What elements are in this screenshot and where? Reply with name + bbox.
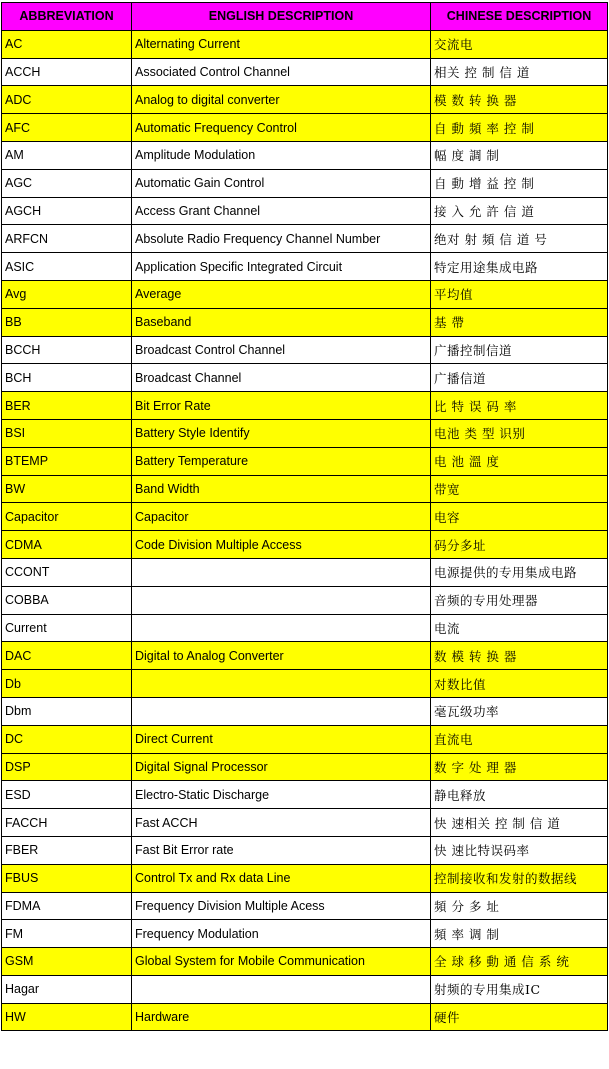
chinese-description-cell: 电池 类 型 识别 <box>431 419 608 447</box>
chinese-description-cell: 快 速比特误码率 <box>431 836 608 864</box>
table-row <box>2 447 608 475</box>
abbreviation-cell: BTEMP <box>2 447 132 475</box>
abbreviation-cell: AFC <box>2 114 132 142</box>
english-description-cell: Automatic Frequency Control <box>132 114 431 142</box>
chinese-description-cell: 控制接收和发射的数据线 <box>431 864 608 892</box>
chinese-description-cell: 硬件 <box>431 1003 608 1031</box>
english-description-cell <box>132 670 431 698</box>
english-description-cell: Access Grant Channel <box>132 197 431 225</box>
abbreviation-cell: Capacitor <box>2 503 132 531</box>
abbreviation-cell: AM <box>2 141 132 169</box>
table-row <box>2 725 608 753</box>
table-row <box>2 836 608 864</box>
table-row <box>2 419 608 447</box>
chinese-description-cell: 基 帶 <box>431 308 608 336</box>
abbreviation-cell: GSM <box>2 948 132 976</box>
table-row <box>2 253 608 281</box>
abbreviation-cell: FACCH <box>2 809 132 837</box>
english-description-cell: Control Tx and Rx data Line <box>132 864 431 892</box>
chinese-description-cell: 数 模 转 换 器 <box>431 642 608 670</box>
abbreviation-cell: Hagar <box>2 975 132 1003</box>
abbreviation-cell: BER <box>2 392 132 420</box>
abbreviation-cell: BW <box>2 475 132 503</box>
english-description-cell: Battery Temperature <box>132 447 431 475</box>
chinese-description-cell: 模 数 转 换 器 <box>431 86 608 114</box>
abbreviation-cell: Dbm <box>2 697 132 725</box>
chinese-description-cell: 广播控制信道 <box>431 336 608 364</box>
english-description-cell: Broadcast Control Channel <box>132 336 431 364</box>
chinese-description-cell: 特定用途集成电路 <box>431 253 608 281</box>
table-row <box>2 614 608 642</box>
abbreviation-cell: AC <box>2 30 132 58</box>
english-description-cell: Band Width <box>132 475 431 503</box>
table-row <box>2 169 608 197</box>
english-description-cell: Amplitude Modulation <box>132 141 431 169</box>
abbreviation-cell: ASIC <box>2 253 132 281</box>
table-row <box>2 642 608 670</box>
abbreviation-cell: CDMA <box>2 531 132 559</box>
english-description-cell: Bit Error Rate <box>132 392 431 420</box>
chinese-description-cell: 数 字 处 理 器 <box>431 753 608 781</box>
table-row <box>2 670 608 698</box>
table-row <box>2 86 608 114</box>
header-chinese-description: CHINESE DESCRIPTION <box>431 3 608 31</box>
abbreviation-cell: COBBA <box>2 586 132 614</box>
chinese-description-cell: 静电释放 <box>431 781 608 809</box>
table-row <box>2 809 608 837</box>
table-row <box>2 531 608 559</box>
english-description-cell <box>132 558 431 586</box>
chinese-description-cell: 电容 <box>431 503 608 531</box>
chinese-description-cell: 绝对 射 頻 信 道 号 <box>431 225 608 253</box>
table-row <box>2 225 608 253</box>
chinese-description-cell: 平均值 <box>431 280 608 308</box>
english-description-cell: Broadcast Channel <box>132 364 431 392</box>
table-row <box>2 336 608 364</box>
chinese-description-cell: 音频的专用处理器 <box>431 586 608 614</box>
table-row <box>2 58 608 86</box>
chinese-description-cell: 接 入 允 許 信 道 <box>431 197 608 225</box>
chinese-description-cell: 頻 率 调 制 <box>431 920 608 948</box>
chinese-description-cell: 带宽 <box>431 475 608 503</box>
abbreviation-cell: DSP <box>2 753 132 781</box>
abbreviation-cell: AGCH <box>2 197 132 225</box>
header-english-description: ENGLISH DESCRIPTION <box>132 3 431 31</box>
table-row <box>2 141 608 169</box>
english-description-cell: Capacitor <box>132 503 431 531</box>
chinese-description-cell: 电流 <box>431 614 608 642</box>
table-row <box>2 948 608 976</box>
abbreviation-cell: Current <box>2 614 132 642</box>
chinese-description-cell: 比 特 误 码 率 <box>431 392 608 420</box>
abbreviation-cell: Avg <box>2 280 132 308</box>
table-row <box>2 586 608 614</box>
chinese-description-cell: 交流电 <box>431 30 608 58</box>
english-description-cell: Frequency Modulation <box>132 920 431 948</box>
chinese-description-cell: 毫瓦级功率 <box>431 697 608 725</box>
abbreviation-cell: BCH <box>2 364 132 392</box>
abbreviation-cell: FM <box>2 920 132 948</box>
table-row <box>2 308 608 336</box>
chinese-description-cell: 相关 控 制 信 道 <box>431 58 608 86</box>
english-description-cell: Code Division Multiple Access <box>132 531 431 559</box>
table-row <box>2 503 608 531</box>
abbreviation-cell: ARFCN <box>2 225 132 253</box>
english-description-cell: Analog to digital converter <box>132 86 431 114</box>
english-description-cell: Battery Style Identify <box>132 419 431 447</box>
chinese-description-cell: 射频的专用集成IC <box>431 975 608 1003</box>
english-description-cell: Baseband <box>132 308 431 336</box>
abbreviation-cell: FBER <box>2 836 132 864</box>
english-description-cell: Application Specific Integrated Circuit <box>132 253 431 281</box>
english-description-cell <box>132 975 431 1003</box>
english-description-cell: Digital to Analog Converter <box>132 642 431 670</box>
english-description-cell: Frequency Division Multiple Acess <box>132 892 431 920</box>
abbreviation-cell: DAC <box>2 642 132 670</box>
chinese-description-cell: 电 池 溫 度 <box>431 447 608 475</box>
english-description-cell <box>132 586 431 614</box>
english-description-cell: Digital Signal Processor <box>132 753 431 781</box>
chinese-description-cell: 幅 度 調 制 <box>431 141 608 169</box>
table-row <box>2 753 608 781</box>
english-description-cell <box>132 697 431 725</box>
abbreviation-cell: HW <box>2 1003 132 1031</box>
table-row <box>2 558 608 586</box>
table-row <box>2 920 608 948</box>
english-description-cell: Fast Bit Error rate <box>132 836 431 864</box>
abbreviation-cell: ESD <box>2 781 132 809</box>
english-description-cell: Direct Current <box>132 725 431 753</box>
table-row <box>2 364 608 392</box>
table-row <box>2 30 608 58</box>
header-row <box>2 3 608 31</box>
table-row <box>2 975 608 1003</box>
english-description-cell: Associated Control Channel <box>132 58 431 86</box>
english-description-cell: Automatic Gain Control <box>132 169 431 197</box>
table-row <box>2 1003 608 1031</box>
table-body <box>2 30 608 1031</box>
english-description-cell: Absolute Radio Frequency Channel Number <box>132 225 431 253</box>
table-row <box>2 864 608 892</box>
chinese-description-cell: 对数比值 <box>431 670 608 698</box>
chinese-description-cell: 全 球 移 動 通 信 系 统 <box>431 948 608 976</box>
table-row <box>2 197 608 225</box>
abbreviation-cell: BCCH <box>2 336 132 364</box>
table-row <box>2 280 608 308</box>
chinese-description-cell: 电源提供的专用集成电路 <box>431 558 608 586</box>
abbreviation-cell: BB <box>2 308 132 336</box>
abbreviation-cell: CCONT <box>2 558 132 586</box>
abbreviation-cell: ADC <box>2 86 132 114</box>
table-row <box>2 697 608 725</box>
english-description-cell: Average <box>132 280 431 308</box>
table-row <box>2 475 608 503</box>
english-description-cell: Hardware <box>132 1003 431 1031</box>
chinese-description-cell: 广播信道 <box>431 364 608 392</box>
english-description-cell: Global System for Mobile Communication <box>132 948 431 976</box>
chinese-description-cell: 頻 分 多 址 <box>431 892 608 920</box>
chinese-description-cell: 直流电 <box>431 725 608 753</box>
table-header <box>2 3 608 31</box>
chinese-description-cell: 自 動 增 益 控 制 <box>431 169 608 197</box>
chinese-description-cell: 快 速相关 控 制 信 道 <box>431 809 608 837</box>
header-abbreviation: ABBREVIATION <box>2 3 132 31</box>
english-description-cell: Electro-Static Discharge <box>132 781 431 809</box>
table-row <box>2 114 608 142</box>
abbreviation-cell: ACCH <box>2 58 132 86</box>
chinese-description-cell: 自 動 頻 率 控 制 <box>431 114 608 142</box>
abbreviation-cell: BSI <box>2 419 132 447</box>
abbreviation-cell: AGC <box>2 169 132 197</box>
abbreviation-cell: DC <box>2 725 132 753</box>
chinese-description-cell: 码分多址 <box>431 531 608 559</box>
english-description-cell <box>132 614 431 642</box>
table-row <box>2 392 608 420</box>
table-row <box>2 892 608 920</box>
glossary-table <box>1 2 608 1031</box>
english-description-cell: Fast ACCH <box>132 809 431 837</box>
abbreviation-cell: FBUS <box>2 864 132 892</box>
english-description-cell: Alternating Current <box>132 30 431 58</box>
table-row <box>2 781 608 809</box>
abbreviation-cell: FDMA <box>2 892 132 920</box>
abbreviation-cell: Db <box>2 670 132 698</box>
